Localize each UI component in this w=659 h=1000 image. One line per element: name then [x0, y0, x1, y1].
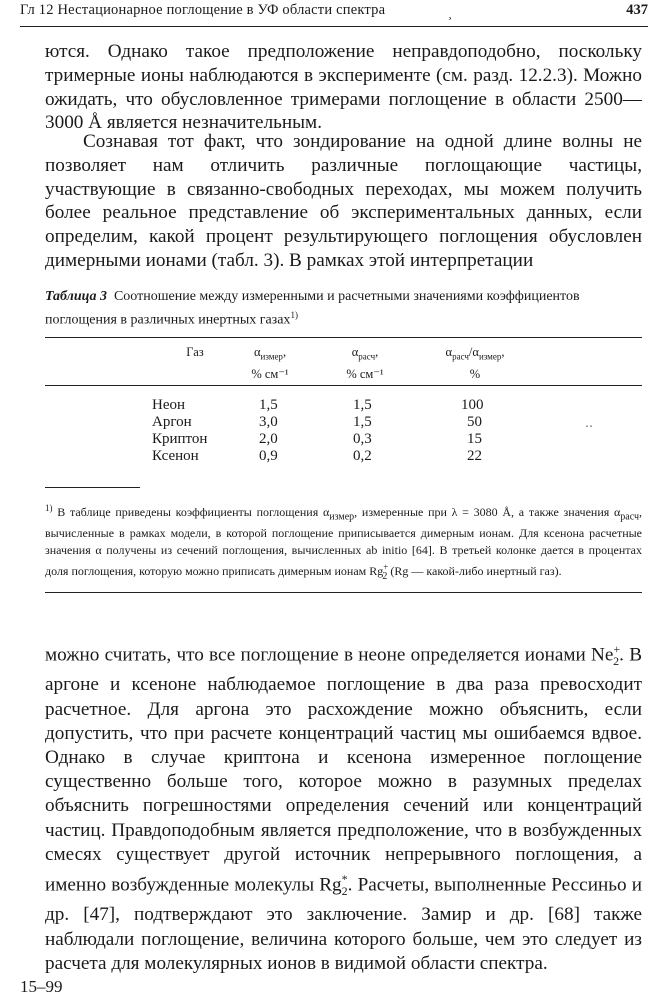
table-cell-gas: Ксенон	[152, 448, 199, 464]
table-cell-ratio: 50	[467, 414, 482, 430]
table-cell-measured: 0,9	[259, 448, 278, 464]
col-header-ratio: $\alpha_{расч}/\alpha_{измер}$, %	[445, 345, 505, 381]
paragraph-3: можно считать, что все поглощение в неоне определяется ионами $Ne^+_2$. В аргоне и ксеноне наблюдаемое поглощение в два раза превосходит расчетное. Для аргона это расхождение можно объяснить, если допустить, что при расчете концентраций частиц мы ошибаемся вдвое. Однако в случае криптона и ксенона измеренное поглощение существенно больше того, которое можно в разумных пределах объяснить погрешностями определения сечений или концентраций частиц. Правдоподобным является предположение, что в возбужденных смесях существует другой источник непрерывного поглощения, а именно возбужденные молекулы $Rg^*_2$. Расчеты, выполненные Рессиньо и др. [47], подтверждают это заключение. Замир и др. [68] также наблюдали поглощение, величина которого больше, чем это следует из расчета для молекулярных ионов в видимой области спектра.	[45, 642, 642, 974]
table-cell-gas: Неон	[152, 397, 186, 413]
footnote-mark: 1)	[45, 503, 53, 513]
table-label: Таблица 3	[45, 289, 107, 304]
table-cell-calculated: 0,3	[353, 431, 372, 447]
table-header-rule	[45, 385, 642, 386]
table-cell-measured: 2,0	[259, 431, 278, 447]
header-rule	[20, 26, 648, 27]
printer-signature: 15–99	[20, 977, 63, 996]
stray-mark: ‥	[585, 416, 594, 430]
table-cell-gas: Криптон	[152, 431, 208, 447]
table-cell-calculated: 1,5	[353, 397, 372, 413]
table-cell-measured: 1,5	[259, 397, 278, 413]
header-mark: ¸	[448, 6, 452, 20]
table-cell-calculated: 0,2	[353, 448, 372, 464]
table-cell-ratio: 22	[467, 448, 482, 464]
page-number: 437	[626, 2, 648, 18]
table-cell-ratio: 100	[461, 397, 484, 413]
table-caption-note-mark: 1)	[290, 310, 298, 320]
table-cell-calculated: 1,5	[353, 414, 372, 430]
col-header-calculated: $\alpha_{расч}$, % см⁻¹	[346, 345, 384, 381]
table-top-rule	[45, 337, 642, 338]
col-header-measured: $\alpha_{измер}$, % см⁻¹	[251, 345, 289, 381]
table-cell-ratio: 15	[467, 431, 482, 447]
paragraph-2: Сознавая тот факт, что зондирование на одной длине волны не позволяет нам отличить различные поглощающие частицы, участвующие в связанно-свободных переходах, мы можем получить более реальное представление об экспериментальных данных, если определим, какой процент результирующего поглощения обусловлен димерными ионами (табл. 3). В рамках этой интерпретации	[45, 131, 642, 271]
table-cell-gas: Аргон	[152, 414, 192, 430]
table-caption-text: Соотношение между измеренными и расчетными значениями коэффициентов поглощения в различных инертных газах	[45, 289, 580, 328]
footnote-bottom-rule	[45, 592, 642, 593]
running-title: Гл 12 Нестационарное поглощение в УФ области спектра	[20, 2, 386, 18]
footnote-separator	[45, 487, 140, 488]
table-footnote: $^{1)}$ В таблице приведены коэффициенты поглощения $\alpha_{измер}$, измеренные при λ = 3080 Å, а также значения $\alpha_{расч}$, вычисленные в рамках модели, в которой поглощение приписывается димерным ионам. Для ксенона расчетные значения α получены из сечений поглощения, вычисленных ab initio [64]. В третьей колонке дается в процентах доля поглощения, которую можно приписать димерным ионам $Rg^+_2$ (Rg — какой-либо инертный газ).	[45, 503, 643, 582]
paragraph-1: ются. Однако такое предположение неправдоподобно, поскольку тримерные ионы наблюдаются в эксперименте (см. разд. 12.2.3). Можно ожидать, что обусловленное тримерами поглощение в области 2500—3000 Å является незначительным.	[45, 41, 642, 134]
col-header-gas: Газ	[186, 345, 204, 359]
table-cell-measured: 3,0	[259, 414, 278, 430]
running-header	[20, 2, 648, 22]
table-caption	[45, 287, 642, 330]
